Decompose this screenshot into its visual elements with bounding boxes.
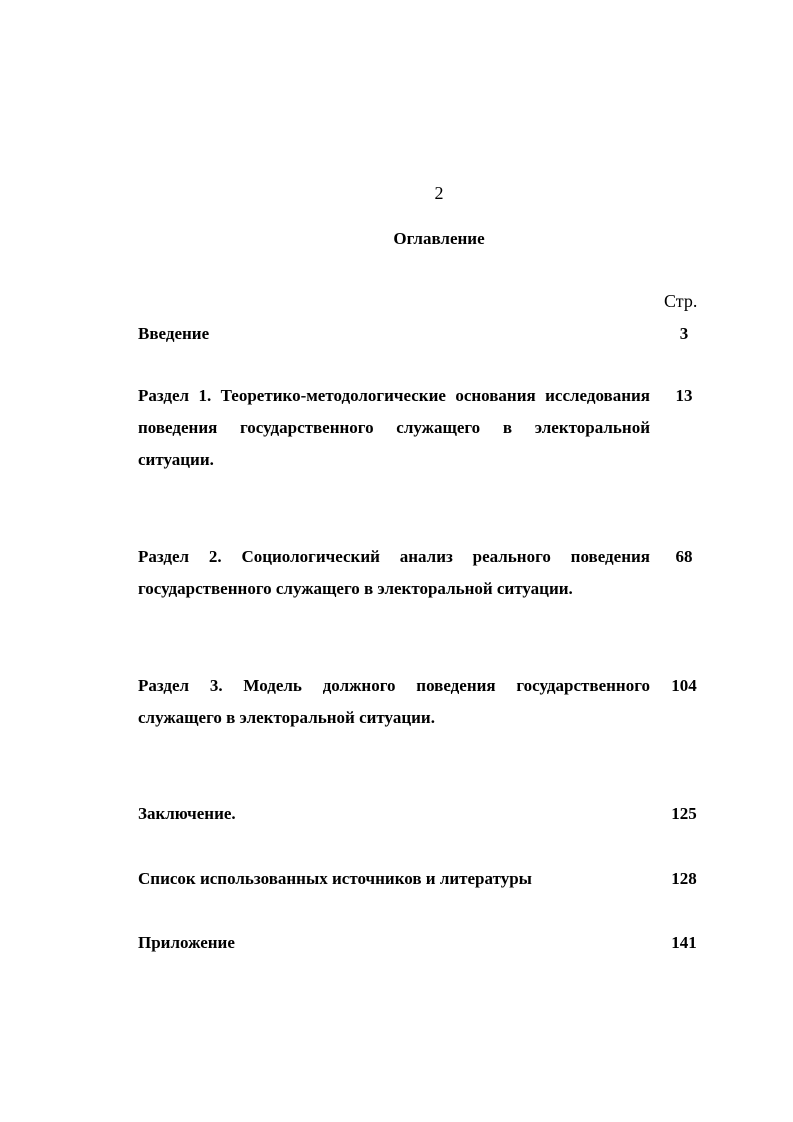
toc-entry-title: Заключение. [138, 804, 236, 823]
toc-entry-title: Раздел 2. Социологический анализ реального поведения государственного служащего в электоральной ситуации. [138, 547, 650, 598]
toc-entry-page: 141 [671, 933, 697, 952]
toc-entry-conclusion [138, 798, 650, 830]
toc-entry-title: Список использованных источников и литературы [138, 869, 532, 888]
toc-entry-page: 13 [675, 386, 693, 405]
toc-entry-appendix [138, 927, 650, 959]
toc-entry-title: Введение [138, 324, 210, 343]
toc-entry-introduction [138, 318, 650, 350]
toc-entry-page: 125 [671, 804, 697, 823]
toc-entry-references [138, 863, 650, 895]
toc-entry-section-3 [138, 670, 650, 734]
toc-entry-page: 68 [675, 547, 693, 566]
toc-entry-title: Раздел 3. Модель должного поведения государственного служащего в электоральной ситуации. [138, 676, 650, 727]
toc-entry-page: 128 [671, 869, 697, 888]
toc-entry-page: 3 [679, 324, 689, 343]
page-column-header: Стр. [664, 291, 698, 311]
toc-entry-title: Приложение [138, 933, 235, 952]
toc-title: Оглавление [393, 229, 485, 248]
page-number: 2 [434, 183, 444, 203]
toc-entry-section-1 [138, 380, 650, 476]
toc-entry-page: 104 [671, 676, 697, 695]
toc-entry-title: Раздел 1. Теоретико-методологические основания исследования поведения государственного служащего в электоральной ситуации. [138, 386, 650, 469]
toc-entry-section-2 [138, 541, 650, 605]
